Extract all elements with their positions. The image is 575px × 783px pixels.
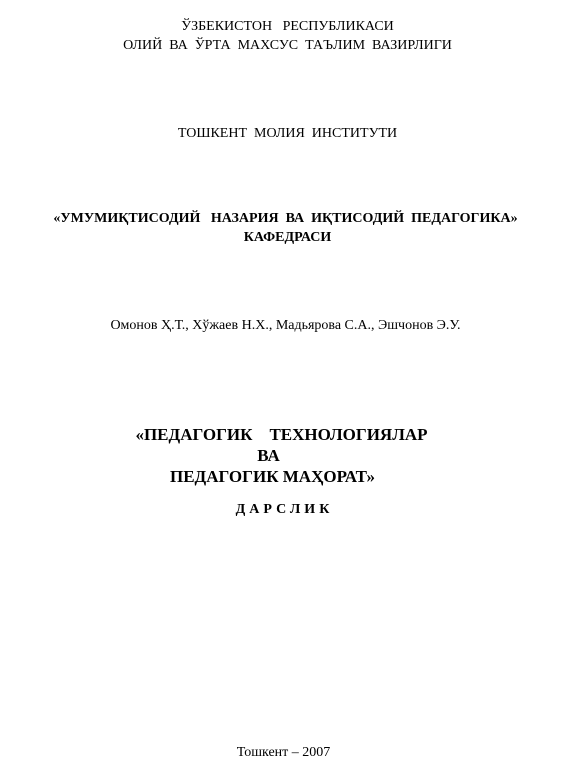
header-republic: ЎЗБЕКИСТОН РЕСПУБЛИКАСИ [181, 19, 394, 34]
document-type: ДАРСЛИК [235, 502, 334, 517]
book-title-line-1: «ПЕДАГОГИК ТЕХНОЛОГИЯЛАР [135, 425, 428, 444]
department-line-2: КАФЕДРАСИ [243, 230, 332, 245]
institute-name: ТОШКЕНТ МОЛИЯ ИНСТИТУТИ [177, 126, 398, 141]
department-line-1: «УМУМИҚТИСОДИЙ НАЗАРИЯ ВА ИҚТИСОДИЙ ПЕДАГОГИКА» [53, 211, 518, 226]
book-title-line-2: ВА [257, 446, 280, 465]
footer-place-year: Тошкент – 2007 [236, 745, 331, 760]
authors-line: Омонов Ҳ.Т., Хўжаев Н.Х., Мадьярова С.А., Эшчонов Э.У. [110, 318, 461, 333]
book-title-line-3: ПЕДАГОГИК МАҲОРАТ» [170, 467, 375, 486]
header-ministry: ОЛИЙ ВА ЎРТА МАХСУС ТАЪЛИМ ВАЗИРЛИГИ [123, 38, 452, 53]
